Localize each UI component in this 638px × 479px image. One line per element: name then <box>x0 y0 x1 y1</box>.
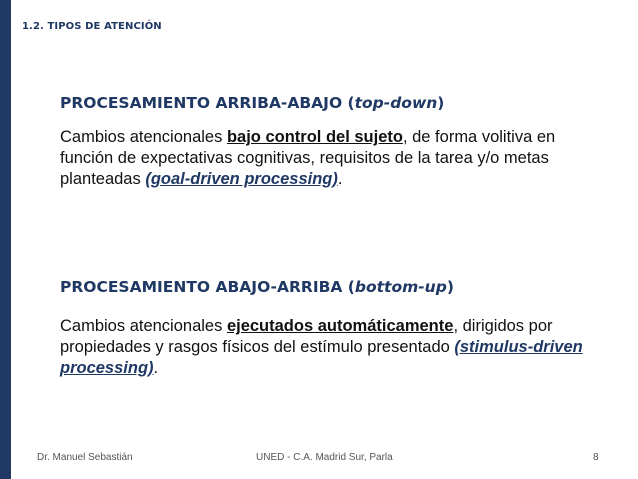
body-text: , de forma volitiva en función de expectativas cognitivas, requisitos de la tarea y/o metas planteadas <box>60 128 556 188</box>
slide-section-title: 1.2. TIPOS DE ATENCIÓN <box>22 21 162 32</box>
footer-author: Dr. Manuel Sebastián <box>37 452 133 463</box>
processing-term: (stimulus-driven processing) <box>60 338 583 377</box>
body-text: Cambios atencionales <box>60 128 227 146</box>
key-phrase: bajo control del sujeto <box>226 128 403 146</box>
body-text: Cambios atencionales <box>60 317 227 335</box>
section-heading-top-down <box>60 94 444 112</box>
body-text: . <box>153 359 159 377</box>
processing-term: (goal-driven processing) <box>145 170 338 188</box>
footer-page-number: 8 <box>593 452 599 463</box>
body-text: , dirigidos por propiedades y rasgos físicos del estímulo presentado <box>60 317 553 356</box>
section-body-top-down <box>60 127 605 190</box>
heading-term: bottom-up <box>354 278 447 296</box>
section-body-bottom-up <box>60 316 605 379</box>
key-phrase: ejecutados automáticamente <box>226 317 454 335</box>
heading-text: PROCESAMIENTO ARRIBA-ABAJO ( <box>60 94 355 112</box>
heading-close: ) <box>437 94 445 112</box>
heading-text: PROCESAMIENTO ABAJO-ARRIBA ( <box>60 278 355 296</box>
body-text: . <box>337 170 343 188</box>
footer-center: UNED - C.A. Madrid Sur, Parla <box>256 452 393 463</box>
heading-close: ) <box>446 278 454 296</box>
left-accent-bar <box>0 0 11 479</box>
heading-term: top-down <box>354 94 438 112</box>
section-heading-bottom-up <box>60 278 454 296</box>
